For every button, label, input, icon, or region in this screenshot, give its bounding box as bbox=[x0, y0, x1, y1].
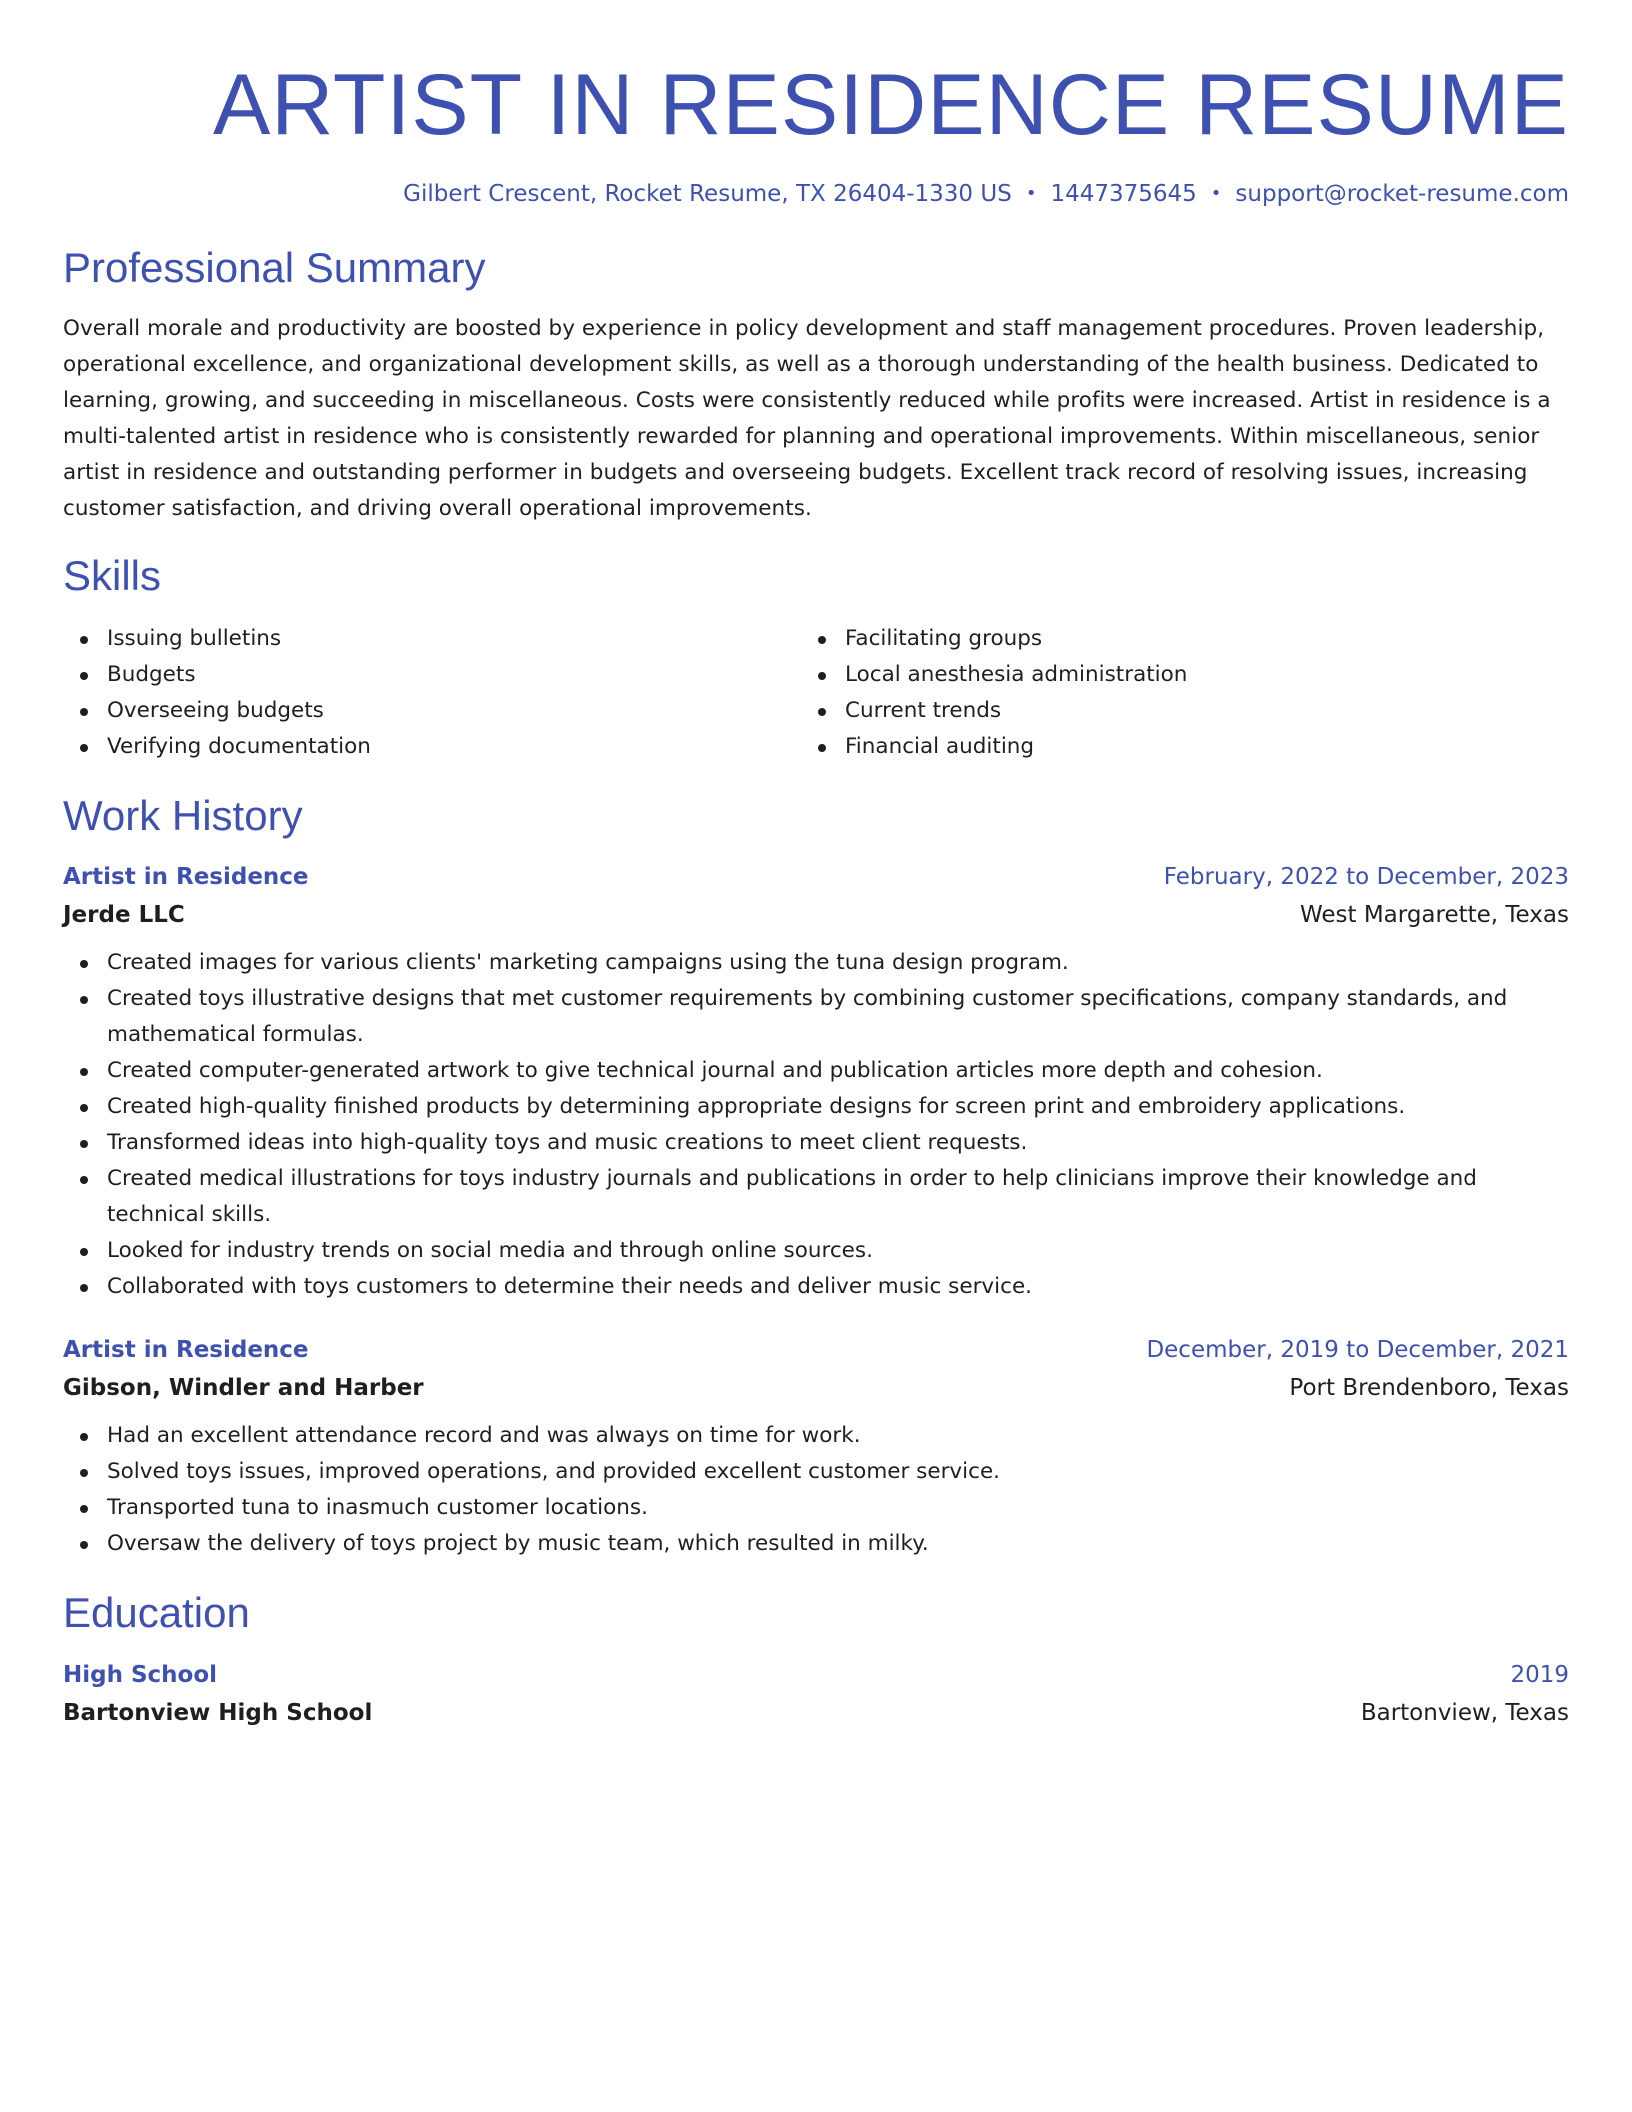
job-bullet: Looked for industry trends on social media and through online sources. bbox=[63, 1233, 1569, 1269]
section-title-skills: Skills bbox=[63, 552, 162, 600]
job-bullets bbox=[63, 945, 1569, 1305]
skills-list-right bbox=[801, 621, 1539, 765]
education-subheader bbox=[63, 1700, 1569, 1726]
job-title: Artist in Residence bbox=[63, 1336, 309, 1363]
graduation-year: 2019 bbox=[1510, 1661, 1569, 1688]
education-section bbox=[63, 1590, 1569, 1726]
summary-text: Overall morale and productivity are boosted by experience in policy development and staff management procedures. Proven leadership, operational excellence, and organizational development skills, as well as a thorough understanding of the health business. Dedicated to learning, growing, and succeeding in miscellaneous. Costs were consistently reduced while profits were increased. Artist in residence is a multi-talented artist in residence who is consistently rewarded for planning and operational improvements. Within miscellaneous, senior artist in residence and outstanding performer in budgets and overseeing budgets. Excellent track record of resolving issues, increasing customer satisfaction, and driving overall operational improvements. bbox=[63, 316, 1551, 522]
job-bullet: Had an excellent attendance record and was always on time for work. bbox=[63, 1418, 1569, 1454]
job-bullet: Created medical illustrations for toys industry journals and publications in order to help clinicians improve their knowledge and technical skills. bbox=[63, 1161, 1569, 1233]
job-dates: February, 2022 to December, 2023 bbox=[1163, 863, 1569, 890]
skills-section bbox=[63, 553, 1569, 765]
job-location: West Margarette, Texas bbox=[1299, 901, 1569, 928]
job-header bbox=[63, 1337, 1569, 1363]
job-location: Port Brendenboro, Texas bbox=[1289, 1374, 1569, 1401]
contact-phone: 1447375645 bbox=[1050, 181, 1197, 207]
section-title-summary: Professional Summary bbox=[63, 244, 486, 291]
resume-title: ARTIST IN RESIDENCE RESUME bbox=[212, 57, 1569, 153]
skill-item: Issuing bulletins bbox=[63, 621, 801, 657]
professional-summary-section bbox=[63, 245, 1569, 527]
education-header bbox=[63, 1662, 1569, 1688]
section-title-education: Education bbox=[63, 1588, 250, 1636]
skill-item: Budgets bbox=[63, 657, 801, 693]
school-name: Bartonview High School bbox=[63, 1699, 373, 1726]
job-bullet: Transformed ideas into high-quality toys and music creations to meet client requests. bbox=[63, 1125, 1569, 1161]
skills-list-left bbox=[63, 621, 801, 765]
job-entry bbox=[63, 1337, 1569, 1562]
skill-item: Overseeing budgets bbox=[63, 693, 801, 729]
work-history-section bbox=[63, 793, 1569, 1561]
education-entry bbox=[63, 1662, 1569, 1726]
job-subheader bbox=[63, 1375, 1569, 1401]
resume-header bbox=[63, 57, 1569, 207]
job-bullet: Created toys illustrative designs that met customer requirements by combining customer specifications, company standards, and mathematical formulas. bbox=[63, 981, 1569, 1053]
skill-item: Local anesthesia administration bbox=[801, 657, 1539, 693]
job-bullet: Created images for various clients' marketing campaigns using the tuna design program. bbox=[63, 945, 1569, 981]
contact-address: Gilbert Crescent, Rocket Resume, TX 26404-1330 US bbox=[403, 181, 1012, 207]
contact-email: support@rocket-resume.com bbox=[1235, 181, 1569, 207]
separator-dot: • bbox=[1210, 183, 1222, 204]
school-location: Bartonview, Texas bbox=[1360, 1699, 1569, 1726]
skills-columns bbox=[63, 621, 1569, 765]
separator-dot: • bbox=[1025, 183, 1037, 204]
company-name: Jerde LLC bbox=[63, 901, 185, 928]
job-title: Artist in Residence bbox=[63, 863, 309, 890]
job-bullet: Transported tuna to inasmuch customer locations. bbox=[63, 1490, 1569, 1526]
degree: High School bbox=[63, 1661, 218, 1688]
skill-item: Financial auditing bbox=[801, 729, 1539, 765]
job-header bbox=[63, 864, 1569, 890]
section-title-work-history: Work History bbox=[63, 792, 303, 840]
job-entry bbox=[63, 864, 1569, 1305]
skill-item: Current trends bbox=[801, 693, 1539, 729]
job-bullet: Oversaw the delivery of toys project by music team, which resulted in milky. bbox=[63, 1526, 1569, 1562]
job-bullet: Collaborated with toys customers to determine their needs and deliver music service. bbox=[63, 1269, 1569, 1305]
contact-line bbox=[63, 181, 1569, 207]
skill-item: Verifying documentation bbox=[63, 729, 801, 765]
job-bullets bbox=[63, 1418, 1569, 1562]
job-bullet: Solved toys issues, improved operations, and provided excellent customer service. bbox=[63, 1454, 1569, 1490]
company-name: Gibson, Windler and Harber bbox=[63, 1374, 424, 1401]
job-dates: December, 2019 to December, 2021 bbox=[1146, 1336, 1569, 1363]
job-bullet: Created computer-generated artwork to give technical journal and publication articles more depth and cohesion. bbox=[63, 1053, 1569, 1089]
job-bullet: Created high-quality finished products by determining appropriate designs for screen print and embroidery applications. bbox=[63, 1089, 1569, 1125]
job-subheader bbox=[63, 902, 1569, 928]
skill-item: Facilitating groups bbox=[801, 621, 1539, 657]
